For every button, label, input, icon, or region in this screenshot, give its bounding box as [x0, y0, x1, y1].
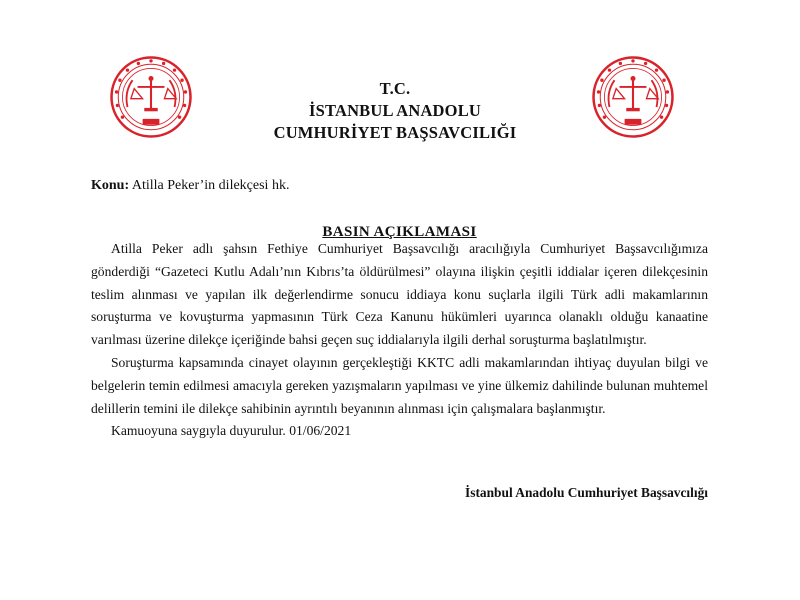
subject-line [91, 178, 289, 194]
subject-label: Konu: [91, 178, 130, 193]
justice-seal-icon [591, 55, 675, 139]
subject-text: Atilla Peker’in dilekçesi hk. [129, 178, 290, 193]
justice-seal-icon [109, 55, 193, 139]
document-header [200, 78, 590, 144]
press-release-title: BASIN AÇIKLAMASI [322, 224, 477, 240]
header-line-tc: T.C. [379, 79, 411, 98]
seal-right-graphic [591, 55, 675, 139]
closing-line: Kamuoyuna saygıyla duyurulur. 01/06/2021 [111, 423, 352, 439]
signature-block: İstanbul Anadolu Cumhuriyet Başsavcılığı [465, 485, 708, 500]
body-paragraph-2: Soruşturma kapsamında cinayet olayının gerçekleştiği KKTC adli makamlarından ihtiyaç duyulan bilgi ve belgelerin temin edilmesi amacıyla gereken yazışmaların yapılması ve yine ülkemiz dahilinde bulunan muhtemel delillerin temini ile dilekçe sahibinin ayrıntılı beyanının alınması için çalışmalara başlanmıştır. [91, 354, 708, 416]
header-line-prosecutor-office: CUMHURİYET BAŞSAVCILIĞI [273, 123, 517, 142]
body-paragraph-1: Atilla Peker adlı şahsın Fethiye Cumhuriyet Başsavcılığı aracılığıyla Cumhuriyet Başsavcılığımıza gönderdiği “Gazeteci Kutlu Adalı’nın Kıbrıs’ta öldürülmesi” olayına ilişkin çeşitli iddialar içeren dilekçesinin teslim alınması ve yapılan ilk değerlendirme sonucu iddiaya konu suçlarla ilgili Türk adli makamlarının soruşturma ve kovuşturma yapmasının Türk Ceza Kanunu hükümleri uyarınca olanaklı olduğu kanaatine varılması üzerine dilekçe içeriğinde bahsi geçen suç iddialarıyla ilgili derhal soruşturma başlatılmıştır. [91, 241, 708, 348]
document-body [91, 238, 708, 443]
seal-left-graphic [109, 55, 193, 139]
header-line-istanbul-anadolu: İSTANBUL ANADOLU [308, 101, 482, 120]
